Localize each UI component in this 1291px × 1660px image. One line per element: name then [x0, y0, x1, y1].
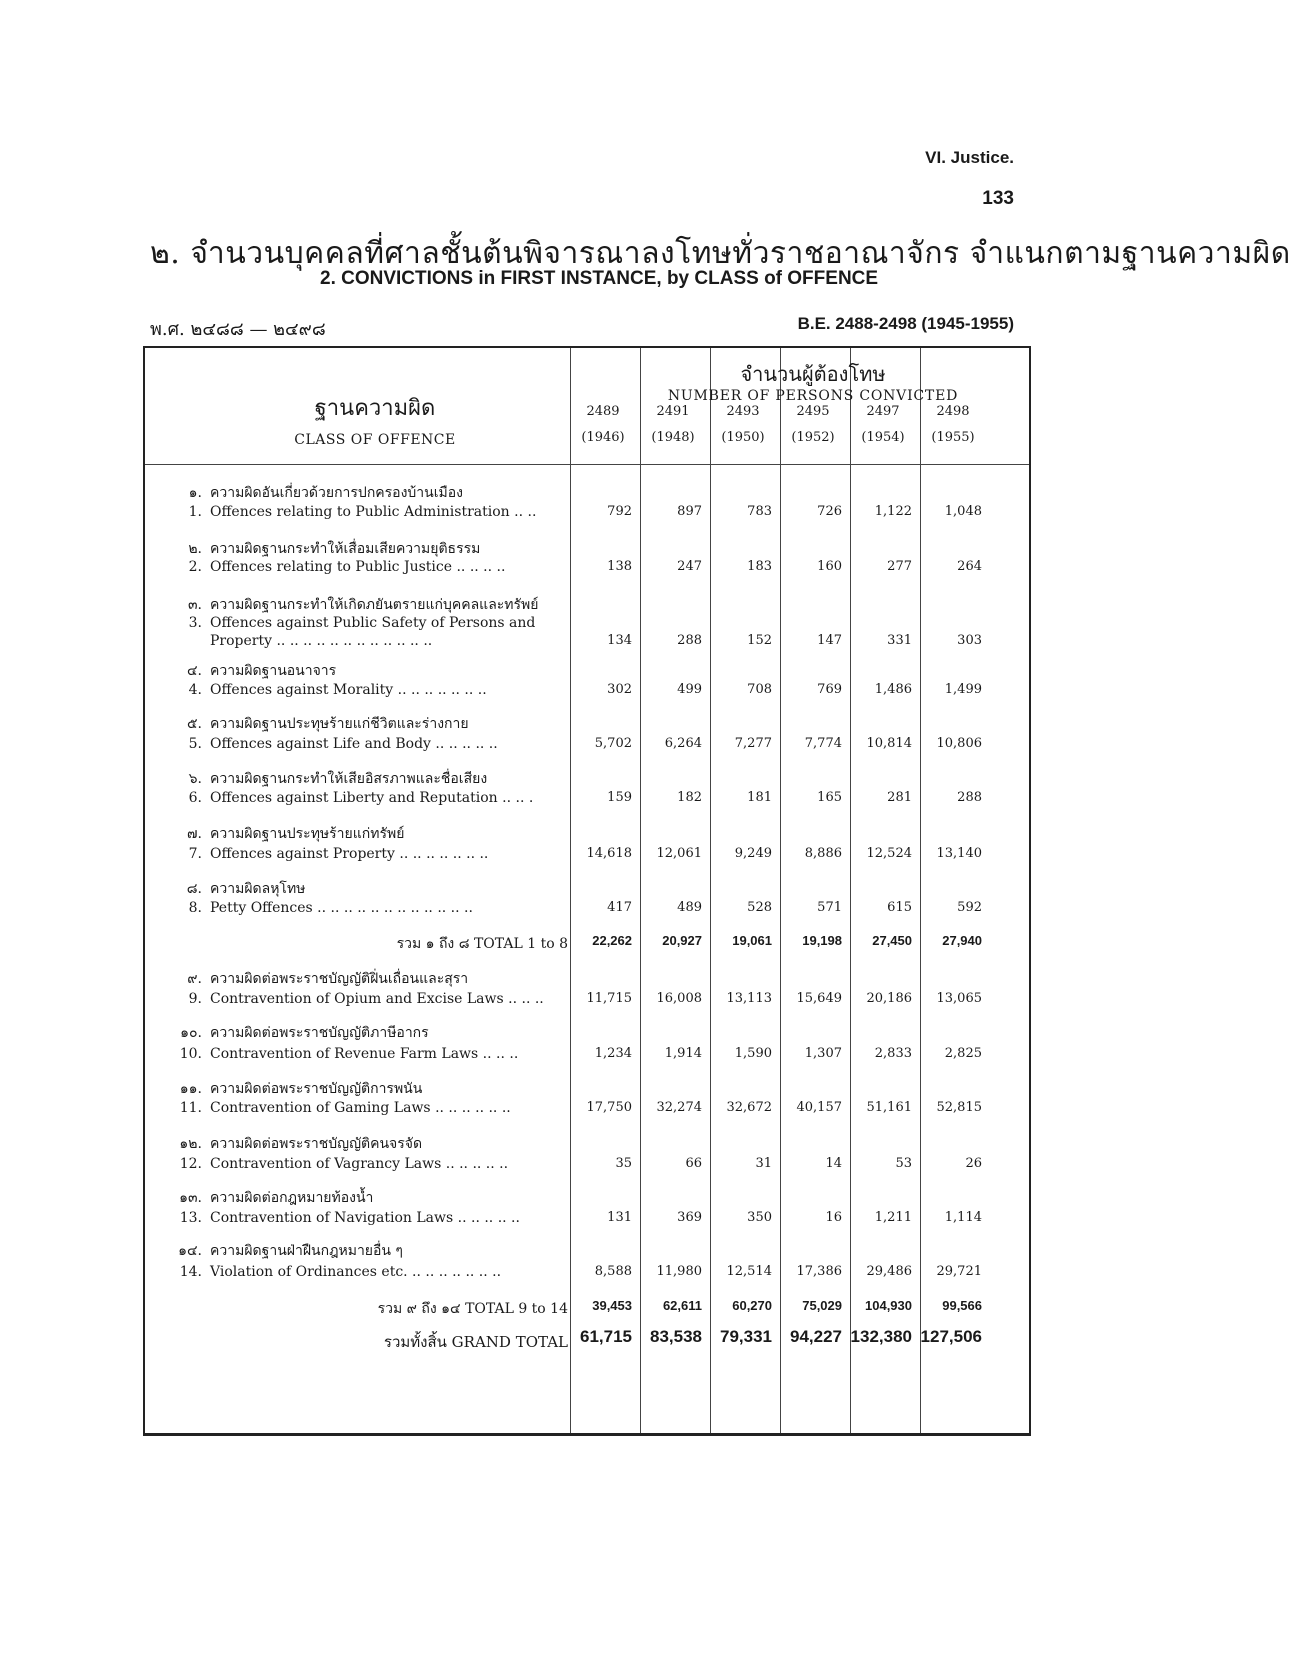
table-cell: 62,611 [662, 1298, 702, 1313]
row-label-en [168, 1264, 501, 1280]
table-cell: 15,649 [796, 991, 842, 1006]
table-cell: 20,186 [866, 991, 912, 1006]
table-cell: 708 [747, 682, 772, 697]
row-number: 4. [188, 682, 202, 698]
table-cell: 897 [677, 504, 702, 519]
table-cell: 35 [615, 1156, 632, 1171]
row-label-thai [168, 878, 305, 900]
table-cell: 1,590 [734, 1046, 772, 1061]
row-number-thai: ๒. [188, 541, 202, 557]
row-number-thai: ๓. [187, 597, 202, 613]
row-label-en [168, 1100, 511, 1116]
table-cell: 12,524 [866, 846, 912, 861]
row-text-thai: ความผิดฐานประทุษร้ายแก่ชีวิตและร่างกาย [210, 716, 469, 732]
row-number-thai: ๑๒. [179, 1136, 202, 1152]
row-label-en-continued [168, 633, 432, 649]
table-cell: 39,453 [592, 1298, 632, 1313]
table-cell: 32,672 [726, 1100, 772, 1115]
thai-title: ๒. จำนวนบุคคลที่ศาลชั้นต้นพิจารณาลงโทษทั่วราชอาณาจักร จำแนกตามฐานความผิด [150, 236, 1291, 271]
row-label-en [168, 559, 505, 575]
row-number: 9. [188, 991, 202, 1007]
year-header-be: 2497 [866, 404, 900, 419]
table-cell: 1,914 [664, 1046, 702, 1061]
row-number-thai: ๘. [186, 881, 202, 897]
subtotal-label: รวม ๙ ถึง ๑๔ TOTAL 9 to 14 [377, 1301, 568, 1317]
row-label-thai [168, 823, 404, 845]
table-cell: 19,198 [802, 933, 842, 948]
table-cell: 20,927 [662, 933, 702, 948]
table-cell: 22,262 [592, 933, 632, 948]
row-label-en [168, 682, 487, 698]
row-number: 10. [179, 1046, 202, 1062]
table-cell: 32,274 [656, 1100, 702, 1115]
table-cell: 792 [607, 504, 632, 519]
table-cell: 94,227 [790, 1327, 842, 1346]
table-cell: 331 [887, 633, 912, 648]
table-cell: 8,588 [594, 1264, 632, 1279]
table-cell: 12,061 [656, 846, 702, 861]
column-header-en: CLASS OF OFFENCE [294, 432, 456, 448]
row-text-thai: ความผิดอันเกี่ยวด้วยการปกครองบ้านเมือง [210, 485, 463, 501]
table-cell: 281 [887, 790, 912, 805]
row-text-en: Offences against Public Safety of Persons and [210, 615, 536, 631]
row-text-en: Petty Offences .. .. .. .. .. .. .. .. .. .. .. .. [210, 900, 473, 916]
row-label-thai [168, 594, 538, 616]
table-cell: 29,486 [866, 1264, 912, 1279]
row-label-thai [168, 1240, 403, 1262]
row-number-thai: ๑๓. [179, 1190, 202, 1206]
table-cell: 61,715 [580, 1327, 632, 1346]
section-label: VI. Justice. [925, 148, 1014, 167]
table-cell: 1,486 [874, 682, 912, 697]
row-label-en [168, 615, 535, 631]
table-cell: 152 [747, 633, 772, 648]
row-text-en: Offences relating to Public Administration .. .. [210, 504, 537, 520]
row-label-thai [168, 1022, 429, 1044]
table-cell: 31 [755, 1156, 772, 1171]
row-number-thai: ๑. [188, 485, 202, 501]
row-number: 6. [188, 790, 202, 806]
table-cell: 10,814 [866, 736, 912, 751]
table-cell: 13,065 [936, 991, 982, 1006]
table-cell: 160 [817, 559, 842, 574]
table-cell: 615 [887, 900, 912, 915]
table-cell: 264 [957, 559, 982, 574]
row-text-thai: ความผิดต่อพระราชบัญญัติคนจรจัด [210, 1136, 423, 1152]
table-cell: 104,930 [865, 1298, 912, 1313]
table-cell: 1,307 [804, 1046, 842, 1061]
table-cell: 2,833 [874, 1046, 912, 1061]
year-header-ce: (1950) [721, 430, 765, 445]
table-cell: 1,114 [944, 1210, 982, 1225]
table-cell: 592 [957, 900, 982, 915]
table-cell: 17,750 [586, 1100, 632, 1115]
table-cell: 75,029 [802, 1298, 842, 1313]
row-number: 8. [188, 900, 202, 916]
row-label-en [168, 1156, 508, 1172]
row-label-thai [168, 968, 468, 990]
table-cell: 11,980 [656, 1264, 702, 1279]
row-label-thai [168, 482, 463, 504]
row-number-thai: ๑๑. [179, 1081, 202, 1097]
table-cell: 1,122 [874, 504, 912, 519]
row-text-thai: ความผิดลหุโทษ [210, 881, 306, 897]
table-cell: 528 [747, 900, 772, 915]
row-text-thai: ความผิดฐานกระทำให้เสียอิสรภาพและชื่อเสียง [210, 771, 488, 787]
grand-total-label: รวมทั้งสิ้น GRAND TOTAL [383, 1333, 568, 1351]
table-cell: 40,157 [796, 1100, 842, 1115]
row-text-thai: ความผิดฐานฝ่าฝืนกฎหมายอื่น ๆ [210, 1243, 403, 1259]
row-number-thai: ๑๐. [180, 1025, 202, 1041]
row-text-en: Contravention of Vagrancy Laws .. .. .. .. .. [210, 1156, 509, 1172]
row-label-thai [168, 660, 336, 682]
row-text-thai: ความผิดฐานอนาจาร [210, 663, 337, 679]
table-cell: 134 [607, 633, 632, 648]
table-cell: 27,450 [872, 933, 912, 948]
table-cell: 16 [825, 1210, 842, 1225]
row-text-thai: ความผิดฐานกระทำให้เสื่อมเสียความยุติธรรม [210, 541, 481, 557]
year-header-be: 2489 [586, 404, 620, 419]
table-cell: 288 [957, 790, 982, 805]
row-number: 12. [179, 1156, 202, 1172]
number-header-thai: จำนวนผู้ต้องโทษ [740, 362, 886, 386]
table-cell: 29,721 [936, 1264, 982, 1279]
table-cell: 13,113 [726, 991, 772, 1006]
row-label-en [168, 1046, 518, 1062]
table-cell: 9,249 [734, 846, 772, 861]
year-header-be: 2495 [796, 404, 830, 419]
table-cell: 277 [887, 559, 912, 574]
table-cell: 769 [817, 682, 842, 697]
table-cell: 53 [895, 1156, 912, 1171]
table-cell: 127,506 [920, 1327, 982, 1346]
row-label-en [168, 1210, 520, 1226]
table-cell: 99,566 [942, 1298, 982, 1313]
row-number: 7. [188, 846, 202, 862]
row-label-en [168, 736, 498, 752]
table-cell: 159 [607, 790, 632, 805]
table-cell: 66 [685, 1156, 702, 1171]
row-number: 5. [188, 736, 202, 752]
table-cell: 288 [677, 633, 702, 648]
table-cell: 27,940 [942, 933, 982, 948]
row-label-en [168, 504, 536, 520]
table-cell: 247 [677, 559, 702, 574]
row-label-en [168, 790, 533, 806]
table-cell: 1,234 [594, 1046, 632, 1061]
row-label-en [168, 991, 544, 1007]
table-cell: 7,774 [804, 736, 842, 751]
row-text-en: Property .. .. .. .. .. .. .. .. .. .. .. .. [210, 633, 433, 649]
table-cell: 14,618 [586, 846, 632, 861]
year-header-ce: (1954) [861, 430, 905, 445]
table-cell: 182 [677, 790, 702, 805]
row-text-en: Offences relating to Public Justice .. .. .. .. [210, 559, 506, 575]
row-text-thai: ความผิดฐานกระทำให้เกิดภยันตรายแก่บุคคลและทรัพย์ [210, 597, 539, 613]
row-text-thai: ความผิดต่อพระราชบัญญัติฝิ่นเถื่อนและสุรา [210, 971, 469, 987]
column-header-thai: ฐานความผิด [314, 396, 436, 421]
table-cell: 14 [825, 1156, 842, 1171]
table-cell: 1,211 [874, 1210, 912, 1225]
row-text-en: Offences against Property .. .. .. .. .. .. .. [210, 846, 489, 862]
table-cell: 51,161 [866, 1100, 912, 1115]
year-header-be: 2498 [936, 404, 970, 419]
row-label-en [168, 846, 488, 862]
subtotal-label: รวม ๑ ถึง ๘ TOTAL 1 to 8 [396, 936, 568, 952]
row-text-en: Contravention of Revenue Farm Laws .. .. .. [210, 1046, 519, 1062]
table-cell: 499 [677, 682, 702, 697]
year-header-be: 2493 [726, 404, 760, 419]
table-cell: 417 [607, 900, 632, 915]
row-label-thai [168, 768, 487, 790]
year-header-ce: (1946) [581, 430, 625, 445]
table-cell: 60,270 [732, 1298, 772, 1313]
table-cell: 132,380 [850, 1327, 912, 1346]
table-cell: 303 [957, 633, 982, 648]
table-cell: 5,702 [594, 736, 632, 751]
table-cell: 79,331 [720, 1327, 772, 1346]
year-range-en: B.E. 2488-2498 (1945-1955) [797, 314, 1014, 333]
page-number: 133 [982, 188, 1014, 209]
row-text-en: Contravention of Navigation Laws .. .. .. .. .. [210, 1210, 520, 1226]
table-cell: 17,386 [796, 1264, 842, 1279]
row-label-thai [168, 1133, 422, 1155]
row-number: 11. [179, 1100, 202, 1116]
row-text-en: Contravention of Gaming Laws .. .. .. .. .. .. [210, 1100, 511, 1116]
table-cell: 13,140 [936, 846, 982, 861]
row-number-thai: ๑๔. [178, 1243, 202, 1259]
row-label-thai [168, 713, 469, 735]
table-cell: 12,514 [726, 1264, 772, 1279]
table-cell: 2,825 [944, 1046, 982, 1061]
table-cell: 489 [677, 900, 702, 915]
row-label-thai [168, 1078, 422, 1100]
table-cell: 6,264 [664, 736, 702, 751]
year-header-be: 2491 [656, 404, 690, 419]
year-header-ce: (1955) [931, 430, 975, 445]
table-cell: 26 [965, 1156, 982, 1171]
row-text-thai: ความผิดต่อพระราชบัญญัติการพนัน [210, 1081, 423, 1097]
table-cell: 1,499 [944, 682, 982, 697]
table-cell: 165 [817, 790, 842, 805]
table-cell: 302 [607, 682, 632, 697]
row-number-thai: ๔. [186, 663, 202, 679]
year-range-thai: พ.ศ. ๒๔๘๘ — ๒๔๙๘ [150, 319, 326, 340]
row-number-thai: ๕. [186, 716, 202, 732]
table-cell: 138 [607, 559, 632, 574]
table-cell: 10,806 [936, 736, 982, 751]
row-number: 1. [188, 504, 202, 520]
row-text-thai: ความผิดต่อกฎหมายท้องน้ำ [210, 1190, 374, 1206]
row-number-thai: ๗. [187, 826, 202, 842]
number-header-en: NUMBER OF PERSONS CONVICTED [667, 388, 959, 404]
row-label-thai [168, 538, 480, 560]
table-cell: 83,538 [650, 1327, 702, 1346]
table-cell: 8,886 [804, 846, 842, 861]
english-title: 2. CONVICTIONS in FIRST INSTANCE, by CLASS of OFFENCE [320, 268, 879, 289]
row-text-thai: ความผิดต่อพระราชบัญญัติภาษีอากร [210, 1025, 429, 1041]
row-text-en: Violation of Ordinances etc. .. .. .. .. .. .. .. [210, 1264, 502, 1280]
table-cell: 783 [747, 504, 772, 519]
table-cell: 7,277 [734, 736, 772, 751]
row-text-en: Offences against Liberty and Reputation .. .. . [210, 790, 534, 806]
row-number-thai: ๖. [188, 771, 202, 787]
row-number: 13. [179, 1210, 202, 1226]
year-header-ce: (1948) [651, 430, 695, 445]
row-number-thai: ๙. [187, 971, 202, 987]
row-label-en [168, 900, 473, 916]
row-number: 3. [188, 615, 202, 631]
row-text-en: Offences against Morality .. .. .. .. .. .. .. [210, 682, 487, 698]
table-cell: 181 [747, 790, 772, 805]
row-text-thai: ความผิดฐานประทุษร้ายแก่ทรัพย์ [210, 826, 405, 842]
row-text-en: Contravention of Opium and Excise Laws .. .. .. [210, 991, 544, 1007]
table-cell: 350 [747, 1210, 772, 1225]
table-cell: 19,061 [732, 933, 772, 948]
table-cell: 52,815 [936, 1100, 982, 1115]
row-label-thai [168, 1187, 373, 1209]
table-cell: 369 [677, 1210, 702, 1225]
table-cell: 11,715 [586, 991, 632, 1006]
row-number: 14. [179, 1264, 202, 1280]
table-cell: 571 [817, 900, 842, 915]
table-cell: 131 [607, 1210, 632, 1225]
row-number: 2. [188, 559, 202, 575]
table-cell: 1,048 [944, 504, 982, 519]
table-cell: 183 [747, 559, 772, 574]
table-cell: 16,008 [656, 991, 702, 1006]
header-divider [145, 464, 1029, 465]
row-text-en: Offences against Life and Body .. .. .. .. .. [210, 736, 498, 752]
year-header-ce: (1952) [791, 430, 835, 445]
table-cell: 147 [817, 633, 842, 648]
table-cell: 726 [817, 504, 842, 519]
